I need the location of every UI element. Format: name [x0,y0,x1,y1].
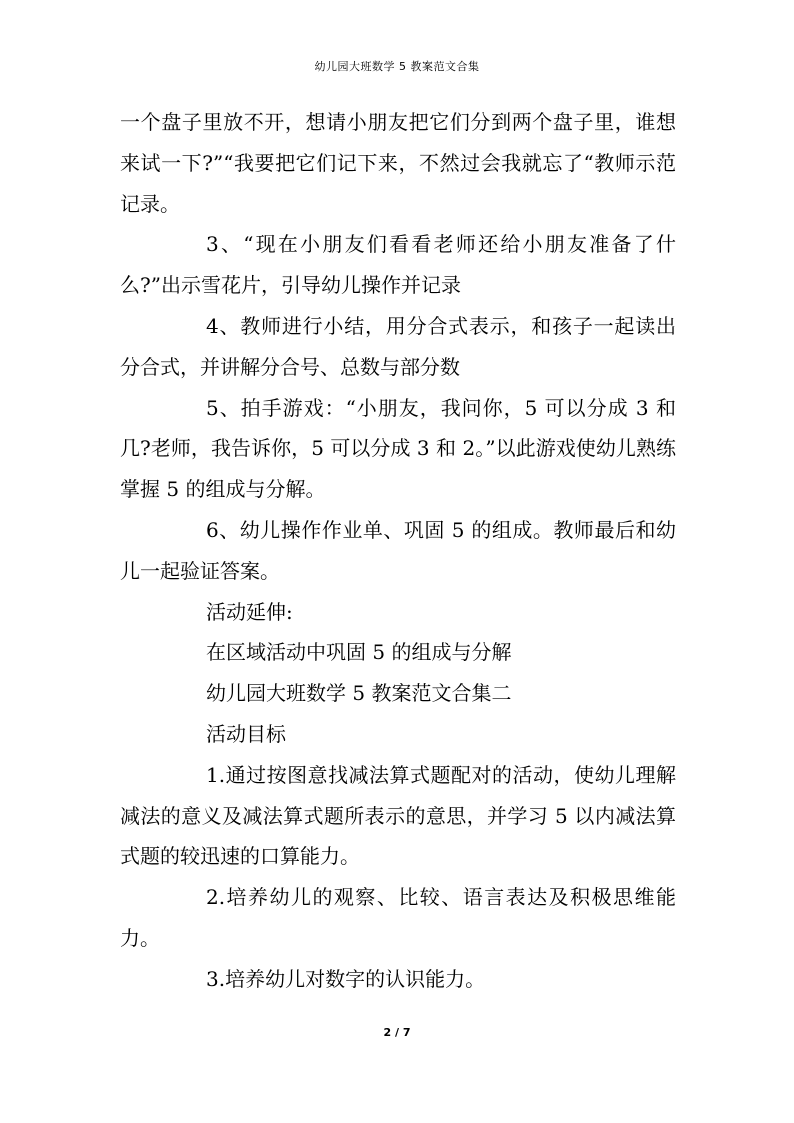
section-heading: 幼儿园大班数学 5 教案范文合集二 [206,681,512,706]
paragraph: 5、拍手游戏：“小朋友，我问你，5 可以分成 3 和几?老师，我告诉你，5 可以分成 3 和 2。”以此游戏使幼儿熟练掌握 5 的组成与分解。 [120,395,676,502]
paragraph: 1.通过按图意找减法算式题配对的活动，使幼儿理解减法的意义及减法算式题所表示的意思，并学习 5 以内减法算式题的较迅速的口算能力。 [120,762,676,869]
paragraph: 2.培养幼儿的观察、比较、语言表达及积极思维能力。 [120,885,676,950]
page-footer [0,1026,794,1040]
paragraph: 3、“现在小朋友们看看老师还给小朋友准备了什么?”出示雪花片，引导幼儿操作并记录 [120,232,676,298]
section-heading: 活动目标 [206,721,286,746]
paragraph: 6、幼儿操作作业单、巩固 5 的组成。教师最后和幼儿一起验证答案。 [120,517,676,583]
page-header [0,60,794,74]
page-number: 2 / 7 [383,1026,411,1039]
paragraph: 3.培养幼儿对数字的认识能力。 [206,966,486,991]
paragraph: 4、教师进行小结，用分合式表示，和孩子一起读出分合式，并讲解分合号、总数与部分数 [120,313,676,379]
document-body [120,102,676,1000]
paragraph: 一个盘子里放不开，想请小朋友把它们分到两个盘子里，谁想来试一下?”“我要把它们记下来，不然过会我就忘了“教师示范记录。 [120,110,676,216]
section-heading: 活动延伸: [206,599,293,624]
header-title: 幼儿园大班数学 5 教案范文合集 [314,60,480,73]
paragraph: 在区域活动中巩固 5 的组成与分解 [206,640,512,665]
